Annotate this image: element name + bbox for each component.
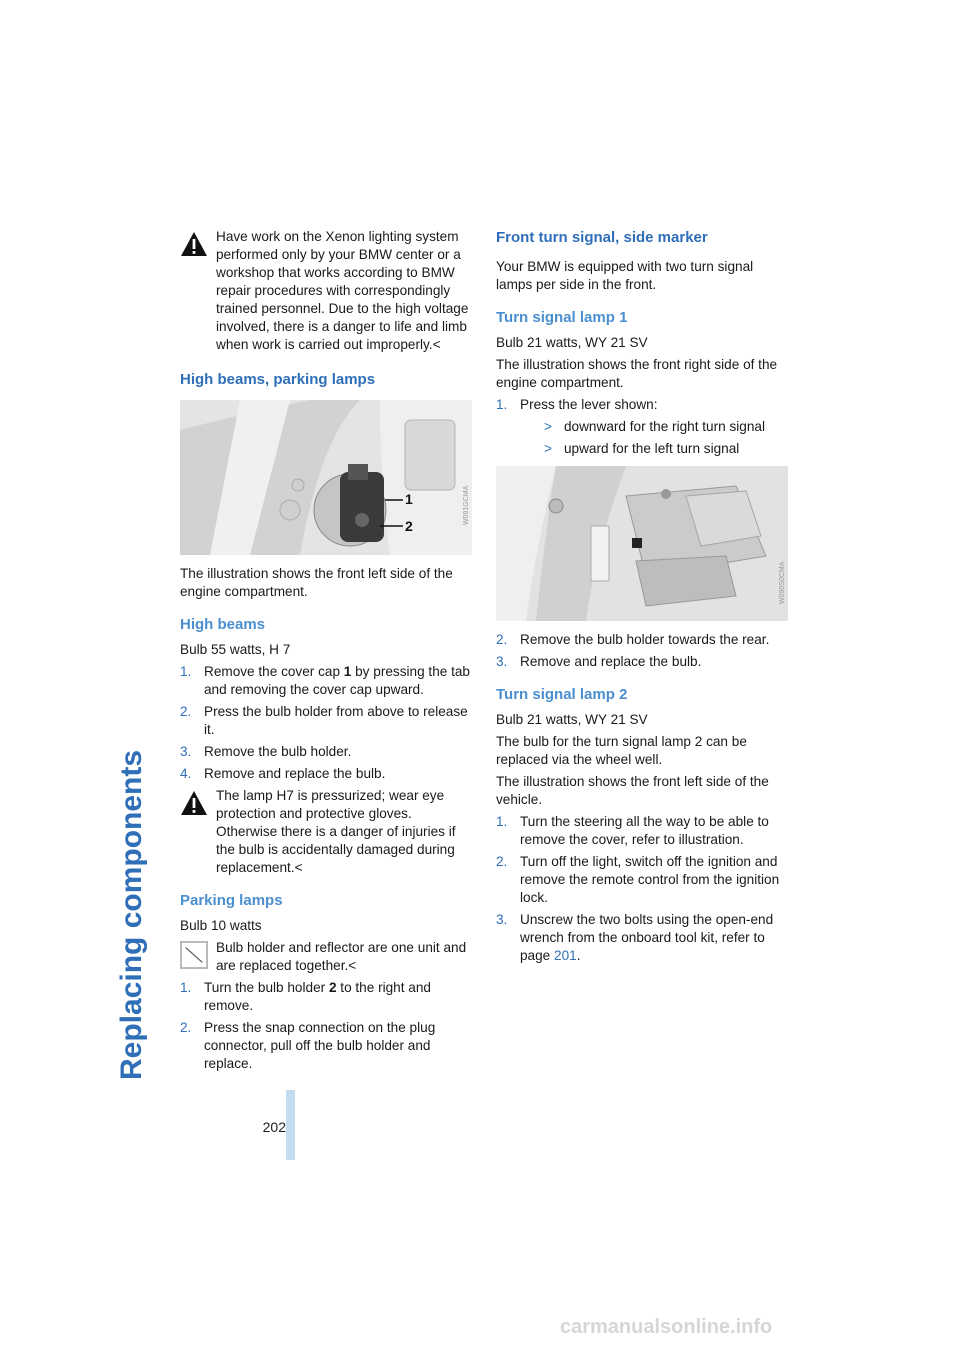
- list-item: 1. Turn the bulb holder 2 to the right and remove.: [180, 980, 431, 1013]
- figure-code: W090S0CMA: [779, 561, 786, 605]
- figure-turn-signal-lever: [496, 466, 788, 621]
- turn1-sub-list: [520, 418, 788, 458]
- h7-warning-text: The lamp H7 is pressurized; wear eye protection and protective gloves. Otherwise there is a danger of injuries if the bulb is accidentally damaged during replacement.: [216, 788, 456, 875]
- h7-warning: [180, 787, 472, 877]
- end-mark: <: [294, 860, 303, 875]
- turn2-illustration-note: The illustration shows the front left side of the vehicle.: [496, 774, 769, 807]
- engine-compartment-right-illustration: [496, 466, 788, 621]
- sub-list-item: > upward for the left turn signal: [544, 441, 740, 456]
- list-item: 1. Remove the cover cap 1 by pressing the tab and removing the cover cap upward.: [180, 664, 470, 697]
- xenon-warning: [180, 228, 472, 354]
- page-link-201[interactable]: 201: [554, 948, 577, 963]
- end-mark: <: [348, 958, 357, 973]
- high-beams-steps: [180, 663, 472, 783]
- watermark: carmanualsonline.info: [560, 1316, 773, 1338]
- list-item: 3. Unscrew the two bolts using the open-end wrench from the onboard tool kit, refer to page 201.: [496, 912, 774, 963]
- heading-parking-lamps: Parking lamps: [180, 892, 283, 909]
- heading-turn-signal-2: Turn signal lamp 2: [496, 686, 628, 703]
- page-tab-bar: [286, 1090, 295, 1160]
- heading-front-turn-signal: Front turn signal, side marker: [496, 229, 708, 246]
- list-item: 1. Press the lever shown: > downward for the right turn signal > upward for the left turn signal: [496, 396, 788, 458]
- list-item: 3. Remove the bulb holder.: [180, 744, 352, 759]
- left-column: [180, 228, 472, 1077]
- right-column: [496, 228, 788, 969]
- list-item: 2. Remove the bulb holder towards the rear.: [496, 632, 770, 647]
- heading-high-beams: High beams: [180, 616, 266, 633]
- high-beams-bulb: Bulb 55 watts, H 7: [180, 642, 291, 657]
- parking-note-text: Bulb holder and reflector are one unit and are replaced together.: [216, 940, 467, 973]
- list-item: 2. Press the snap connection on the plug connector, pull off the bulb holder and replace.: [180, 1020, 436, 1071]
- turn2-bulb: Bulb 21 watts, WY 21 SV: [496, 712, 648, 727]
- end-mark: <: [432, 337, 441, 352]
- list-item: 3. Remove and replace the bulb.: [496, 654, 702, 669]
- warning-triangle-icon: [180, 230, 208, 258]
- warning-triangle-icon: [180, 789, 208, 817]
- figure-code: W091GCMA: [463, 485, 470, 525]
- xenon-warning-text: Have work on the Xenon lighting system performed only by your BMW center or a workshop that works according to BMW repair procedures with correspondingly trained personnel. Due to the high voltage involved, there is a danger to life and limb when work is carried out improperly.: [216, 229, 469, 352]
- turn1-bulb: Bulb 21 watts, WY 21 SV: [496, 335, 648, 350]
- callout-1: 1: [405, 491, 413, 507]
- note-icon: [180, 941, 208, 969]
- callout-2: 2: [405, 518, 413, 534]
- page-number: 202: [262, 1119, 286, 1135]
- front-turn-intro: Your BMW is equipped with two turn signal lamps per side in the front.: [496, 259, 754, 292]
- turn2-steps: [496, 813, 788, 965]
- list-item: 4. Remove and replace the bulb.: [180, 766, 386, 781]
- turn1-illustration-note: The illustration shows the front right side of the engine compartment.: [496, 357, 778, 390]
- parking-steps: [180, 979, 472, 1073]
- illustration-note: The illustration shows the front left side of the engine compartment.: [180, 566, 453, 599]
- turn2-wheel-well: The bulb for the turn signal lamp 2 can be replaced via the wheel well.: [496, 734, 747, 767]
- parking-bulb: Bulb 10 watts: [180, 918, 262, 933]
- heading-turn-signal-1: Turn signal lamp 1: [496, 309, 628, 326]
- parking-note: [180, 939, 472, 975]
- turn1-steps-after: [496, 631, 788, 671]
- list-item: 2. Turn off the light, switch off the ignition and remove the remote control from the ignition lock.: [496, 854, 780, 905]
- list-item: 2. Press the bulb holder from above to release it.: [180, 704, 468, 737]
- sub-list-item: > downward for the right turn signal: [544, 419, 765, 434]
- engine-compartment-left-illustration: [180, 400, 472, 555]
- figure-high-beam-lamp: [180, 400, 472, 555]
- chapter-title: Replacing components: [115, 749, 148, 1080]
- list-item: 1. Turn the steering all the way to be able to remove the cover, refer to illustration.: [496, 814, 769, 847]
- turn1-steps: [496, 396, 788, 458]
- heading-high-beams-parking: High beams, parking lamps: [180, 371, 376, 388]
